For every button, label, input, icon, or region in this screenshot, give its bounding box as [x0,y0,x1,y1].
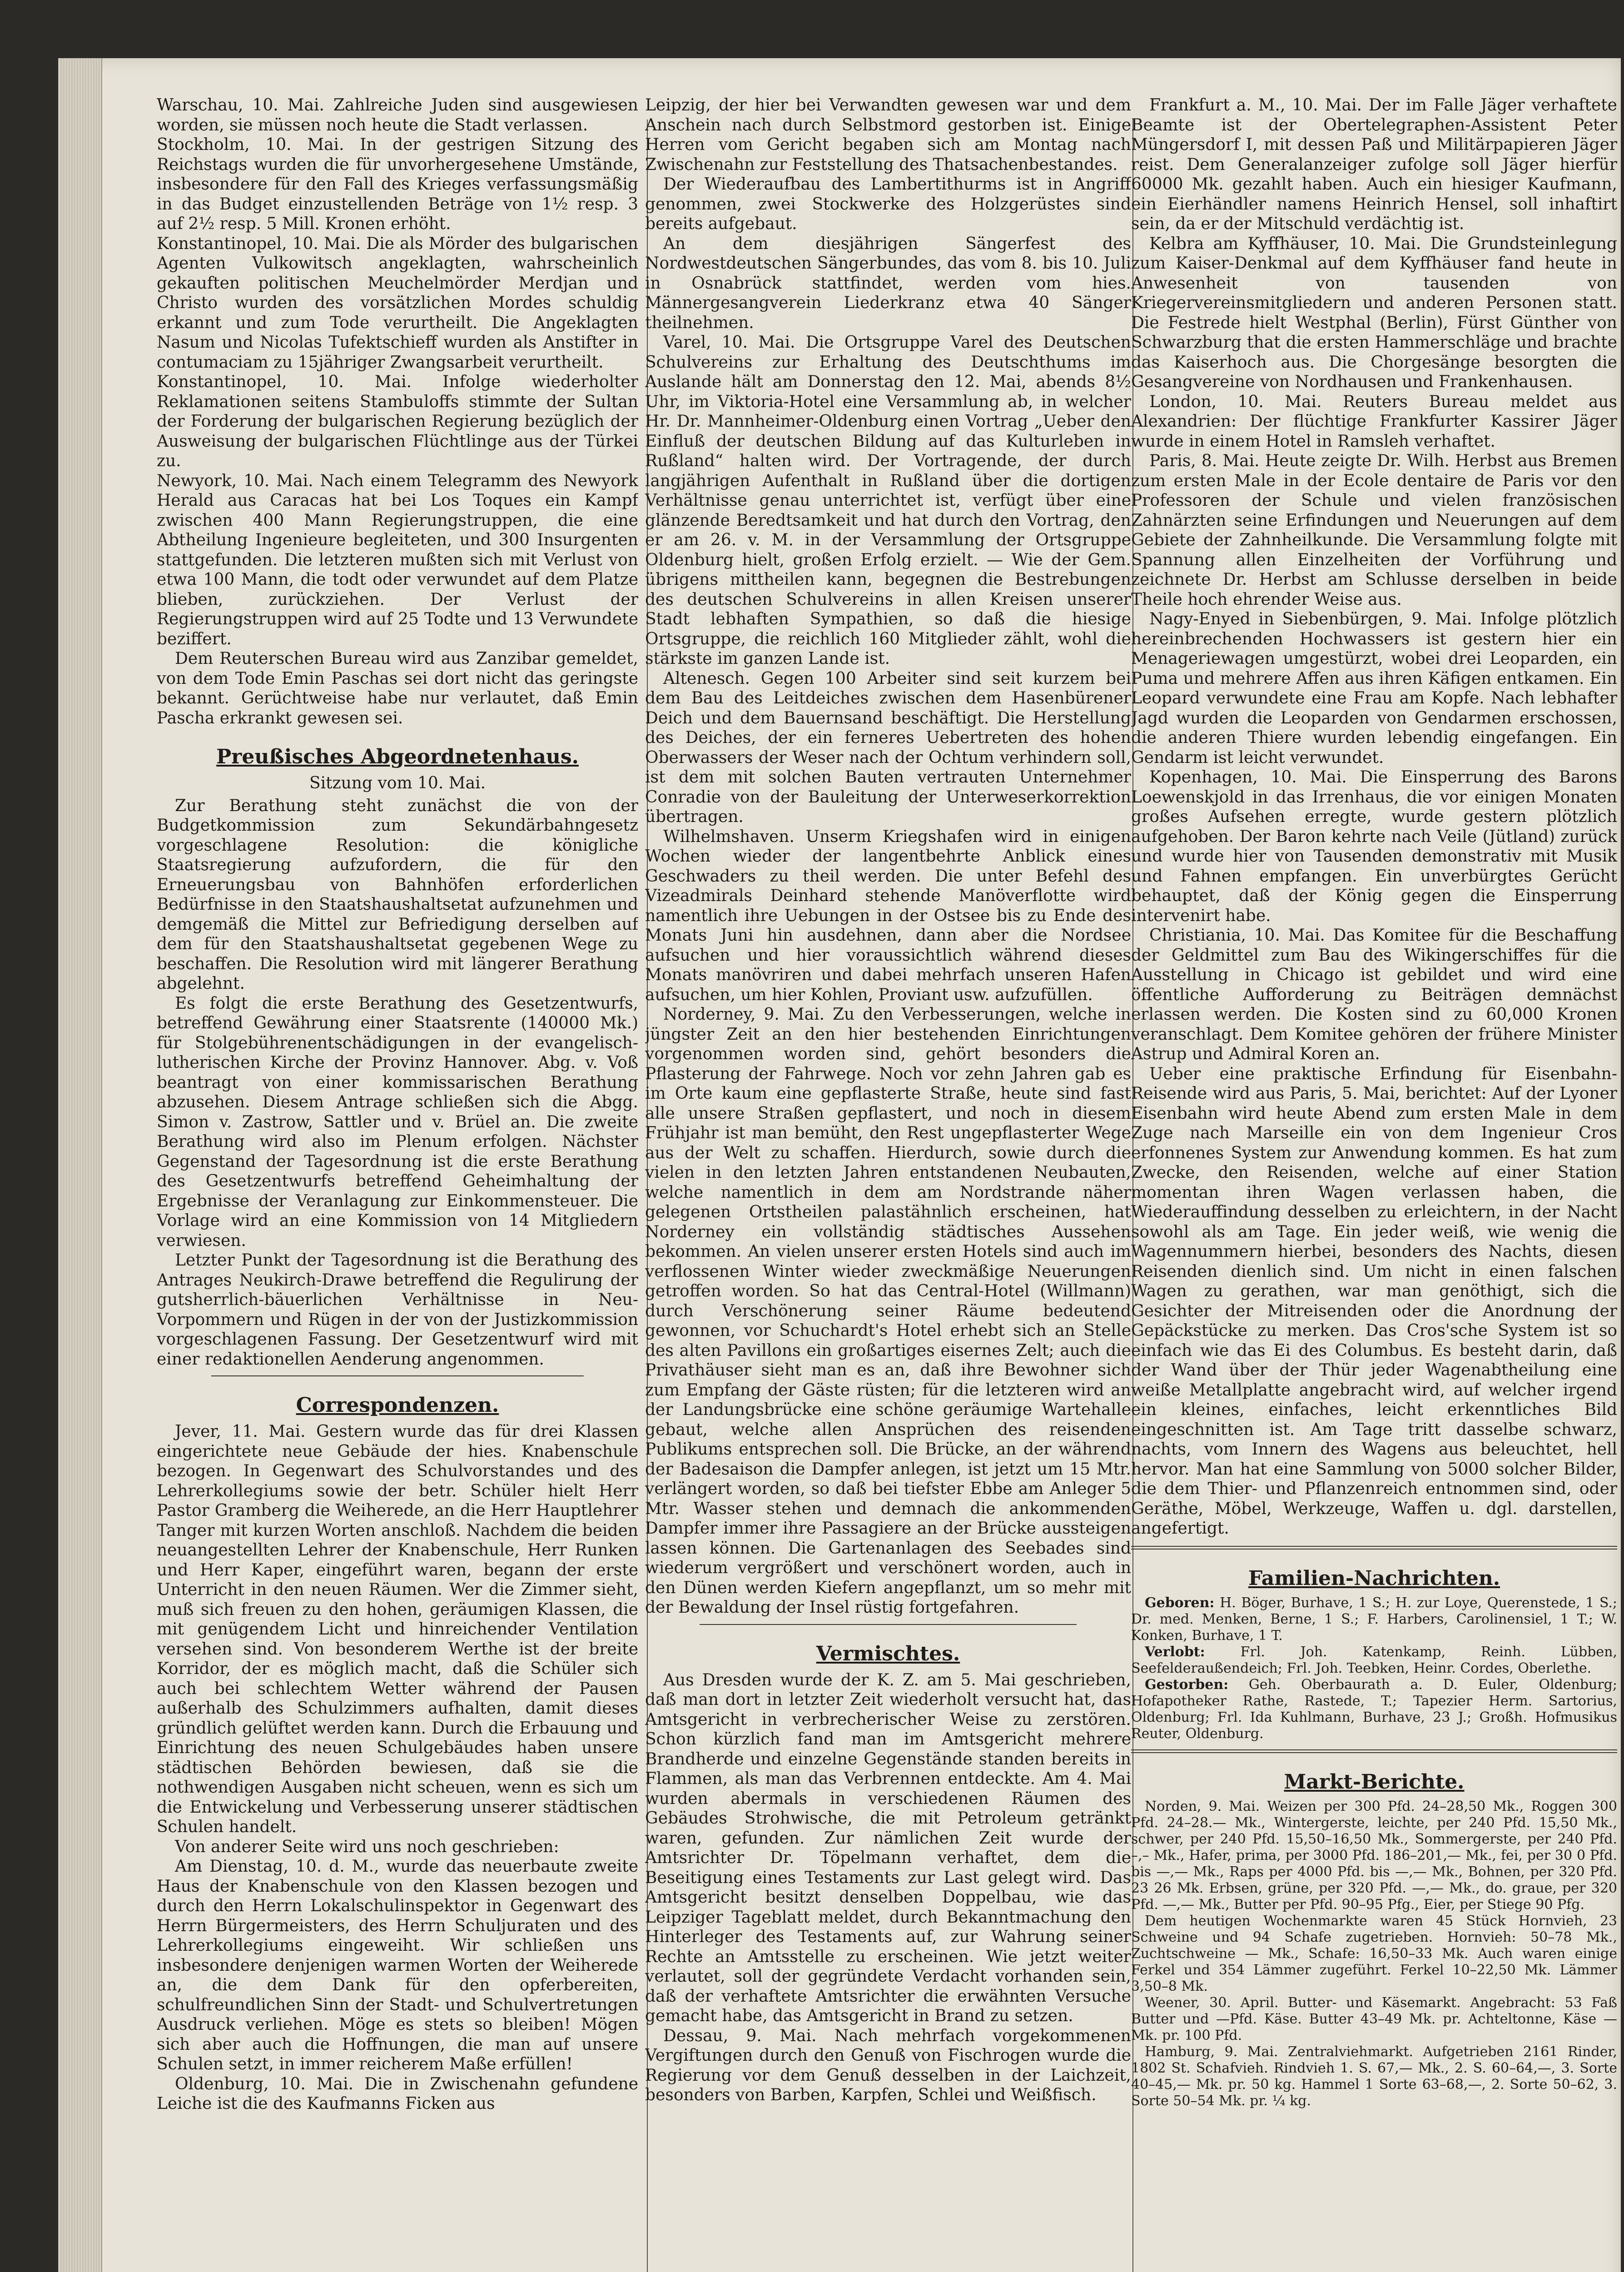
article-konstantinopel-2: Konstantinopel, 10. Mai. Infolge wiederholter Reklamationen seitens Stambuloffs stimmte der Sultan der Forderung der bulgarischen Regierung bezüglich der Ausweisung der bulgarischen Flüchtlinge aus der Türkei zu. [157,373,638,470]
market-report: Hamburg, 9. Mai. Zentralviehmarkt. Aufgetrieben 2161 Rinder, 1802 St. Schafvieh. Rindvieh 1. S. 67,— Mk., 2. S. 60–64,—, 3. Sorte 40–45,— Mk. pr. 50 kg. Hammel 1 Sorte 63–68,—, 2. Sorte 50–62, 3. Sorte 50–54 Mk. pr. ¼ kg. [1131,2043,1617,2109]
divider [1131,1749,1617,1753]
family-text: H. Böger, Burhave, 1 S.; H. zur Loye, Querenstede, 1 S.; Dr. med. Menken, Berne, 1 S.; F. Harbers, Carolinensiel, 1 T.; W. Konken, Burhave, 1 T. [1131,1594,1617,1644]
column-right [1131,95,1617,2240]
article-zanzibar: Dem Reuterschen Bureau wird aus Zanzibar gemeldet, von dem Tode Emin Paschas sei dort nicht das geringste bekannt. Gerüchtweise habe nur verlautet, daß Emin Pascha erkrankt gewesen sei. [157,649,638,727]
article-nagy-enyed: Nagy-Enyed in Siebenbürgen, 9. Mai. Infolge plötzlich hereinbrechenden Hochwassers ist gestern hier ein Menageriewagen umgestürzt, wobei drei Leoparden, ein Puma und mehrere Affen aus ihren Käfigen entkamen. Ein Leopard verwundete eine Frau am Kopfe. Nach lebhafter Jagd wurden die Leoparden von Gendarmen erschossen, die anderen Thiere wurden lebendig eingefangen. Ein Gendarm ist leicht verwundet. [1131,610,1617,767]
section-heading-familien: Familien-Nachrichten. [1248,1566,1500,1590]
article-warschau: Warschau, 10. Mai. Zahlreiche Juden sind ausgewiesen worden, sie müssen noch heute die Stadt verlassen. [157,96,638,135]
article-saengerfest: An dem diesjährigen Sängerfest des Nordwestdeutschen Sängerbundes, das vom 8. bis 10. Juli in Osnabrück stattfindet, werden vom hies. Männergesangverein Liederkranz etwa 40 Sänger theilnehmen. [645,234,1131,332]
article-varel: Varel, 10. Mai. Die Ortsgruppe Varel des Deutschen Schulvereins zur Erhaltung des Deutschthums im Auslande hält am Donnerstag den 12. Mai, abends 8½ Uhr, im Viktoria-Hotel eine Versammlung ab, in welcher Hr. Dr. Mannheimer-Oldenburg einen Vortrag „Ueber den Einfluß der deutschen Bildung auf das Kulturleben in Rußland“ halten wird. Der Vortragende, der durch langjährigen Aufenthalt in Rußland über die dortigen Verhältnisse genau unterrichtet ist, verfügt über eine glänzende Beredtsamkeit und hat durch den Vortrag, den er am 26. v. M. in der Versammlung der Ortsgruppe Oldenburg hielt, großen Erfolg erzielt. — Wie der Gem. übrigens mittheilen kann, begegnen die Bestrebungen des deutschen Schulvereins in allen Kreisen unserer Stadt lebhaften Sympathien, so daß die hiesige Ortsgruppe, die reichlich 160 Mitglieder zählt, wohl die stärkste im ganzen Lande ist. [645,333,1131,668]
book-page-edge [58,58,102,2272]
article-dessau: Dessau, 9. Mai. Nach mehrfach vorgekommenen Vergiftungen durch den Genuß von Fischrogen wurde die Regierung vor dem Genuß desselben in der Laichzeit, besonders von Barben, Karpfen, Schlei und Weißfisch. [645,2026,1131,2104]
family-notice [1131,1677,1617,1742]
section-heading-abgeordnetenhaus: Preußisches Abgeordnetenhaus. [216,745,579,768]
article-altenesch: Altenesch. Gegen 100 Arbeiter sind seit kurzem bei dem Bau des Leitdeiches zwischen dem Hasenbürener Deich und dem Bauernsand beschäftigt. Die Herstellung des Deiches, der ein ferneres Uebertreten des hohen Oberwassers der Weser nach der Ochtum verhindern soll, ist dem mit solchen Bauten vertrauten Unternehmer Conradie von der Bauleitung der Unterweserkorrektion übertragen. [645,669,1131,826]
market-report: Weener, 30. April. Butter- und Käsemarkt. Angebracht: 53 Faß Butter und —Pfd. Käse. Butter 43–49 Mk. pr. Achteltonne, Käse — Mk. pr. 100 Pfd. [1131,1994,1617,2043]
column-middle [645,95,1131,2240]
family-text: Frl. Joh. Katenkamp, Reinh. Lübben, Seefelderaußendeich; Frl. Joh. Teebken, Heinr. Cordes, Oberlethe. [1131,1644,1617,1676]
article-frankfurt: Frankfurt a. M., 10. Mai. Der im Falle Jäger verhaftete Beamte ist der Obertelegraphen-Assistent Peter Müngersdorf I, mit dessen Paß und Militärpapieren Jäger reist. Dem Generalanzeiger zufolge soll Jäger hierfür 60000 Mk. gezahlt haben. Auch ein hiesiger Kaufmann, ein Eierhändler namens Heinrich Hensel, soll inhaftirt sein, da er der Mitschuld verdächtig ist. [1131,96,1617,233]
article-dienstag: Am Dienstag, 10. d. M., wurde das neuerbaute zweite Haus der Knabenschule von den Klassen bezogen und durch den Herrn Lokalschulinspektor in Gegenwart des Herrn Bürgermeisters, des Herrn Schuljuraten und des Lehrerkollegiums eingeweiht. Wir schließen uns insbesondere denjenigen warmen Worten der Weiherede an, die dem Dank für den opferbereiten, schulfreundlichen Sinn der Stadt- und Schulvertretungen Ausdruck verliehen. Möge es stets so bleiben! Mögen sich aber auch die Hoffnungen, die man auf unsere Schulen setzt, in immer reicherem Maße erfüllen! [157,1857,638,2073]
article-jever: Jever, 11. Mai. Gestern wurde das für drei Klassen eingerichtete neue Gebäude der hies. Knabenschule bezogen. In Gegenwart des Schulvorstandes und des Lehrerkollegiums sowie der betr. Schüler hielt Herr Pastor Gramberg die Weiherede, an die Herr Hauptlehrer Tanger mit kurzen Worten anschloß. Nachdem die beiden neuangestellten Lehrer der Knabenschule, Herr Runken und Herr Kaper, eingeführt waren, begann der erste Unterricht in den neuen Räumen. Wer die Zimmer sieht, muß sich freuen zu den hohen, geräumigen Klassen, die mit genügendem Licht und hinreichender Ventilation versehen sind. Von besonderem Werthe ist der breite Korridor, der es möglich macht, daß die Schüler sich auch bei schlechtem Wetter während der Pausen außerhalb des Schulzimmers aufhalten, damit dieses gründlich gelüftet werden kann. Durch die Erbauung und Einrichtung des neuen Schulgebäudes haben unsere städtischen Behörden bewiesen, daß sie die nothwendigen Ausgaben nicht scheuen, wenn es sich um die Entwickelung und Verbesserung unserer städtischen Schulen handelt. [157,1422,638,1836]
market-report: Dem heutigen Wochenmarkte waren 45 Stück Hornvieh, 23 Schweine und 94 Schafe zugetrieben. Hornvieh: 50–78 Mk., Zuchtschweine — Mk., Schafe: 16,50–33 Mk. Auch waren einige Ferkel und 354 Lämmer zugeführt. Ferkel 10–22,50 Mk. Lämmer 3,50–8 Mk. [1131,1913,1617,1994]
article-tagesordnung: Letzter Punkt der Tagesordnung ist die Berathung des Antrages Neukirch-Drawe betreffend die Regulirung der gutsherrlich-bäuerlichen Verhältnisse in Neu-Vorpommern und Rügen in der von der Justizkommission vorgeschlagenen Fassung. Der Gesetzentwurf wird mit einer redaktionellen Aenderung angenommen. [157,1251,638,1369]
family-label: Geboren: [1145,1594,1215,1611]
column-left [157,95,638,2240]
article-stockholm: Stockholm, 10. Mai. In der gestrigen Sitzung des Reichstags wurden die für unvorhergesehene Umstände, insbesondere für den Fall des Krieges verfassungsmäßig in das Budget einzustellenden Beträge von 1½ resp. 3 auf 2½ resp. 5 Mill. Kronen erhöht. [157,135,638,233]
article-oldenburg: Oldenburg, 10. Mai. Die in Zwischenahn gefundene Leiche ist die des Kaufmanns Ficken aus [157,2074,638,2113]
article-gesetzentwurf: Es folgt die erste Berathung des Gesetzentwurfs, betreffend Gewährung einer Staatsrente (140000 Mk.) für Stolgebührenentschädigungen in der evangelisch-lutherischen Kirche der Provinz Hannover. Abg. v. Voß beantragt von einer kommissarischen Berathung abzusehen. Diesem Antrage schließen sich die Abgg. Simon v. Zastrow, Sattler und v. Brüel an. Die zweite Berathung wird also im Plenum erfolgen. Nächster Gegenstand der Tagesordnung ist die erste Berathung des Gesetzentwurfs betreffend Geheimhaltung der Ergebnisse der Veranlagung zur Einkommensteuer. Die Vorlage wird an eine Kommission von 14 Mitgliedern verwiesen. [157,994,638,1250]
family-label: Gestorben: [1145,1676,1229,1693]
session-date: Sitzung vom 10. Mai. [309,774,486,792]
divider [700,1624,1077,1625]
article-dresden: Aus Dresden wurde der K. Z. am 5. Mai geschrieben, daß man dort in letzter Zeit wiederholt versucht hat, das Amtsgericht in verbrecherischer Weise zu zerstören. Schon kürzlich fand man im Amtsgericht mehrere Brandherde und einzelne Gegenstände standen bereits in Flammen, als man das Verbrennen entdeckte. Am 4. Mai wurden abermals in verschiedenen Räumen des Gebäudes Strohwische, die mit Petroleum getränkt waren, gefunden. Zur nämlichen Zeit wurde der Amtsrichter Dr. Töpelmann verhaftet, dem die Beseitigung eines Testaments zur Last gelegt wird. Das Amtsgericht besitzt denselben Doppelbau, wie das Leipziger Tageblatt meldet, durch Bekanntmachung den Hinterleger des Testaments auf, zur Wahrung seiner Rechte an Amtsstelle zu erscheinen. Wie jetzt weiter verlautet, soll der gegründete Verdacht vorhanden sein, daß der verhaftete Amtsrichter die erwähnten Versuche gemacht habe, das Amtsgericht in Brand zu setzen. [645,1670,1131,2025]
market-reports [1131,1799,1617,2109]
article-norderney: Norderney, 9. Mai. Zu den Verbesserungen, welche in jüngster Zeit an den hier bestehenden Einrichtungen vorgenommen worden sind, gehört besonders die Pflasterung der Fahrwege. Noch vor zehn Jahren gab es im Orte kaum eine gepflasterte Straße, heute sind fast alle unsere Straßen gepflastert, und noch in diesem Frühjahr ist man bemüht, den Rest ungepflasterter Wege aus der Welt zu schaffen. Hierdurch, sowie durch die vielen in den letzten Jahren entstandenen Neubauten, welche namentlich in dem am Nordstrande näher gelegenen Ortstheilen palastähnlich erscheinen, hat Norderney ein vollständig städtisches Aussehen bekommen. An vielen unserer ersten Hotels sind auch im verflossenen Winter wieder zweckmäßige Neuerungen getroffen worden. So hat das Central-Hotel (Willmann) durch Verschönerung seiner Räume bedeutend gewonnen, vor Schuchardt's Hotel erhebt sich an Stelle des alten Pavillons ein großartiges eisernes Zelt; auch die Privathäuser sieht man es an, daß ihre Bewohner sich zum Empfang der Gäste rüsten; für die letzteren wird an der Landungsbrücke eine schöne geräumige Wartehalle gebaut, welche allen Ansprüchen des reisenden Publikums entsprechen soll. Die Brücke, an der während der Badesaison die Dampfer anlegen, ist jetzt um 15 Mtr. verlängert worden, so daß bei tiefster Ebbe am Anleger 5 Mtr. Wasser stehen und demnach die ankommenden Dampfer immer ihre Passagiere an der Brücke aussteigen lassen können. Die Gartenanlagen des Seebades sind wiederum vergrößert und verschönert worden, auch in den Dünen werden Kiefern angepflanzt, um so mehr mit der Bewaldung der Insel rüstig fortgefahren. [645,1005,1131,1617]
article-resolution: Zur Berathung steht zunächst die von der Budgetkommission zum Sekundärbahngesetz vorgeschlagene Resolution: die königliche Staatsregierung aufzufordern, die für den Erneuerungsbau von Bahnhöfen erforderlichen Bedürfnisse in den Staatshaushaltsetat aufzunehmen und demgemäß die Mittel zur Befriedigung derselben auf dem für den Staatshaushaltsetat gegebenen Wege zu beschaffen. Die Resolution wird mit längerer Berathung abgelehnt. [157,796,638,993]
article-lambertithurm: Der Wiederaufbau des Lambertithurms ist in Angriff genommen, zwei Stockwerke des Holzgerüstes sind bereits aufgebaut. [645,175,1131,233]
article-christiania: Christiania, 10. Mai. Das Komitee für die Beschaffung der Geldmittel zum Bau des Wikingerschiffes für die Ausstellung in Chicago ist gebildet und wird eine öffentliche Aufforderung zu Beiträgen demnächst erlassen werden. Die Kosten sind zu 60,000 Kronen veranschlagt. Dem Komitee gehören der frühere Minister Astrup und Admiral Koren an. [1131,926,1617,1063]
article-kelbra: Kelbra am Kyffhäuser, 10. Mai. Die Grundsteinlegung zum Kaiser-Denkmal auf dem Kyffhäuser fand heute in Anwesenheit von tausenden von Kriegervereinsmitgliedern und anderen Personen statt. Die Festrede hielt Westphal (Berlin), Fürst Günther von Schwarzburg that die ersten Hammerschläge und brachte das Kaiserhoch aus. Die Chorgesänge besorgten die Gesangvereine von Nordhausen und Frankenhausen. [1131,234,1617,391]
market-report: Norden, 9. Mai. Weizen per 300 Pfd. 24–28,50 Mk., Roggen 300 Pfd. 24–28.— Mk., Wintergerste, leichte, per 240 Pfd. 15,50 Mk., schwer, per 240 Pfd. 15,50–16,50 Mk., Sommergerste, per 240 Pfd. –,– Mk., Hafer, prima, per 3000 Pfd. 186–201,— Mk., fei, per 30 0 Pfd. bis —,— Mk., Raps per 4000 Pfd. bis —,— Mk., Bohnen, per 320 Pfd. 23 26 Mk. Erbsen, grüne, per 320 Pfd. —,— Mk., do. graue, per 320 Pfd. —,— Mk., Butter per Pfd. 90–95 Pfg., Eier, per Stiege 90 Pfg. [1131,1798,1617,1913]
section-heading-correspondenzen: Correspondenzen. [296,1394,499,1417]
article-paris: Paris, 8. Mai. Heute zeigte Dr. Wilh. Herbst aus Bremen zum ersten Male in der Ecole dentaire de Paris vor den Professoren der Schule und vielen französischen Zahnärzten seine Erfindungen und Neuerungen auf dem Gebiete der Zahnheilkunde. Die Versammlung folgte mit Spannung allen Einzelheiten der Vorführung und zeichnete Dr. Herbst am Schlusse derselben in beide Theile hoch ehrender Weise aus. [1131,452,1617,609]
article-leipzig: Leipzig, der hier bei Verwandten gewesen war und dem Anschein nach durch Selbstmord gestorben ist. Einige Herren vom Gericht begaben sich am Montag nach Zwischenahn zur Feststellung des Thatsachenbestandes. [645,96,1131,174]
section-heading-vermischtes: Vermischtes. [816,1642,960,1665]
family-text: Geh. Oberbaurath a. D. Euler, Oldenburg; Hofapotheker Rathe, Rastede, T.; Tapezier Herm. Sartorius, Oldenburg; Frl. Ida Kuhlmann, Burhave, 23 J.; Großh. Hofmusikus Reuter, Oldenburg. [1131,1676,1617,1742]
section-heading-markt: Markt-Berichte. [1284,1770,1465,1794]
family-notice [1131,1644,1617,1677]
family-notices [1131,1595,1617,1742]
article-intro: Von anderer Seite wird uns noch geschrieben: [175,1837,559,1856]
article-konstantinopel-1: Konstantinopel, 10. Mai. Die als Mörder des bulgarischen Agenten Vulkowitsch angeklagten, wahrscheinlich gekauften politischen Meuchelmörder Merdjan und Christo wurden des vorsätzlichen Mordes schuldig erkannt und zum Tode verurtheilt. Die Angeklagten Nasum und Nicolas Tufektschieff wurden als Anstifter in contumaciam zu 15jähriger Zwangsarbeit verurtheilt. [157,234,638,372]
family-notice [1131,1595,1617,1644]
article-newyork: Newyork, 10. Mai. Nach einem Telegramm des Newyork Herald aus Caracas hat bei Los Toques ein Kampf zwischen 400 Mann Regierungstruppen, die eine Abtheilung Ingenieure begleiteten, und 300 Insurgenten stattgefunden. Die letzteren mußten sich mit Verlust von etwa 100 Mann, die todt oder verwundet auf dem Platze blieben, zurückziehen. Der Verlust der Regierungstruppen wird auf 25 Todte und 13 Verwundete beziffert. [157,471,638,648]
article-erfindung: Ueber eine praktische Erfindung für Eisenbahn-Reisende wird aus Paris, 5. Mai, berichtet: Auf der Lyoner Eisenbahn wird heute Abend zum ersten Male in dem Zuge nach Marseille ein von dem Ingenieur Cros erfonnenes System zur Anwendung kommen. Es hat zum Zwecke, den Reisenden, welche auf einer Station momentan ihren Wagen verlassen haben, die Wiederauffindung desselben zu erleichtern, in der Nacht sowohl als am Tage. Ein jeder weiß, wie wenig die Wagennummern hierbei, besonders des Nachts, diesen Reisenden dienlich sind. Um nicht in einen falschen Wagen zu gerathen, war man genöthigt, sich die Gesichter der Mitreisenden oder die Anordnung der Gepäckstücke zu merken. Das Cros'sche System ist so einfach wie das Ei des Columbus. Es besteht darin, daß der Wand über der Thür jeder Wagenabtheilung eine weiße Metallplatte angebracht wird, auf welcher irgend ein kleines, einfaches, leicht erkenntliches Bild eingeschnitten ist. Am Tage tritt dasselbe schwarz, nachts, vom Innern des Wagens aus beleuchtet, hell hervor. Man hat eine Sammlung von 5000 solcher Bilder, die dem Thier- und Pflanzenreich entnommen sind, oder Geräthe, Möbel, Werkzeuge, Waffen u. dgl. darstellen, angefertigt. [1131,1064,1617,1538]
article-wilhelmshaven: Wilhelmshaven. Unserm Kriegshafen wird in einigen Wochen wieder der langentbehrte Anblick eines Geschwaders zu theil werden. Die unter Befehl des Vizeadmirals Deinhard stehende Manöverflotte wird namentlich ihre Uebungen in der Ostsee bis zu Ende des Monats Juni hin ausdehnen, dann aber die Nordsee aufsuchen und hier voraussichtlich während dieses Monats manövriren und dabei mehrfach unseren Hafen aufsuchen, um hier Kohlen, Proviant usw. aufzufüllen. [645,827,1131,1004]
divider [211,1375,584,1376]
article-london: London, 10. Mai. Reuters Bureau meldet aus Alexandrien: Der flüchtige Frankfurter Kassirer Jäger wurde in einem Hotel in Ramsleh verhaftet. [1131,392,1617,451]
article-kopenhagen: Kopenhagen, 10. Mai. Die Einsperrung des Barons Loewenskjold in das Irrenhaus, die vor einigen Monaten großes Aufsehen erregte, wurde gestern plötzlich aufgehoben. Der Baron kehrte nach Veile (Jütland) zurück und wurde hier von Tausenden demonstrativ mit Musik und Fahnen empfangen. Ein unverbürgtes Gerücht behauptet, daß der König gegen die Einsperrung intervenirt habe. [1131,768,1617,925]
divider [1131,1546,1617,1550]
family-label: Verlobt: [1145,1644,1205,1660]
